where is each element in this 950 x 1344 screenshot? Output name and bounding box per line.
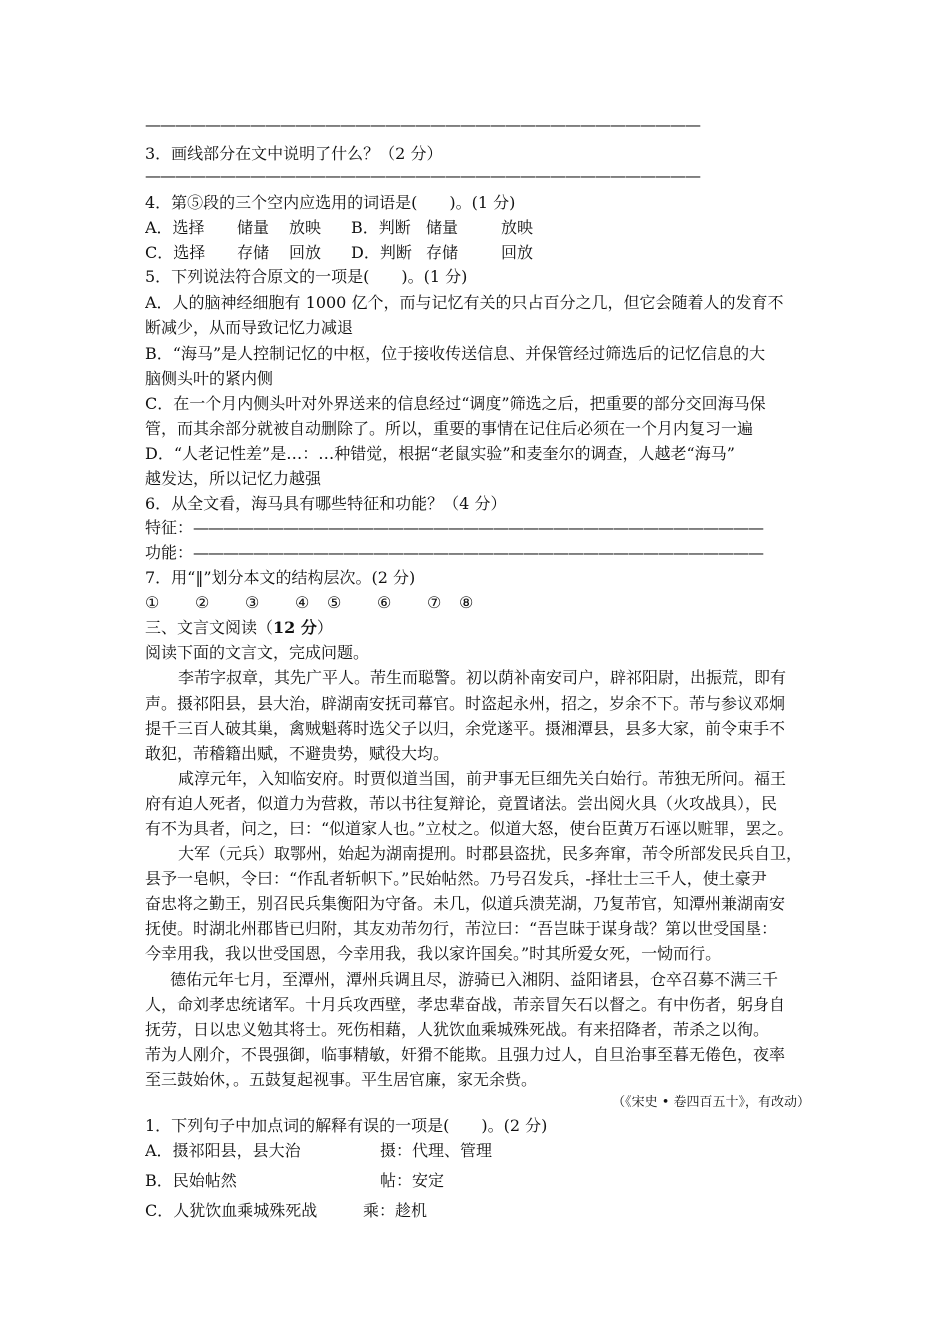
option-a-line1: A．人的脑神经细胞有 1000 亿个，而与记忆有关的只占百分之几，但它会随着人的发育不	[145, 293, 784, 312]
question-6: 6．从全文看，海马具有哪些特征和功能？（4 分）	[145, 494, 507, 513]
option-c-line2: 管，而其余部分就被自动删除了。所以，重要的事情在记住后必须在一个月内复习一遍	[145, 419, 754, 438]
question-4: 4．第⑤段的三个空内应选用的词语是( )。(1 分)	[145, 193, 516, 212]
passage-line: 抚使。时湖北州郡皆已归附，其友劝芾勿行，芾泣曰：“吾岂昧于谋身哉？第以世受国垦：	[145, 919, 778, 938]
passage-line: 提千三百人破其巢，禽贼魁蒋时选父子以归，余党遂平。摄湘潭县，县多大家，前令束手不	[145, 719, 786, 738]
mcq-option-a: A．摄祁阳县，县大治 摄：代理、管理	[145, 1138, 810, 1164]
passage-line: 声。摄祁阳县，县大治，辟湖南安抚司幕官。时盗起永州，招之，岁余不下。芾与参议邓炯	[145, 694, 786, 713]
passage-line: 李芾字叔章，其先广平人。芾生而聪警。初以荫补南安司户，辟祁阳尉，出振荒，即有	[178, 668, 787, 687]
mcq-1: 1．下列句子中加点词的解释有误的一项是( )。(2 分)	[145, 1116, 548, 1135]
question-5: 5．下列说法符合原文的一项是( )。(1 分)	[145, 267, 468, 286]
passage-line: 大军（元兵）取鄂州，始起为湖南提刑。时郡县盗扰，民多奔窜，芾令所部发民兵自卫，	[178, 844, 803, 863]
option-c-line1: C．在一个月内侧头叶对外界送来的信息经过“调度”筛选之后，把重要的部分交回海马保	[145, 394, 766, 413]
passage-line: 芾为人刚介，不畏强御，临事精敏，奸猾不能欺。且强力过人，自旦治事至暮无倦色，夜率	[145, 1045, 786, 1064]
option-d-line1: D．“人老记性差”是…：…种错觉，根据“老鼠实验”和麦奎尔的调查，人越老“海马”	[145, 444, 735, 463]
passage-line: 咸淳元年，入知临安府。时贾似道当国，前尹事无巨细先关白始行。芾独无所问。福王	[178, 769, 787, 788]
passage-line: 府有迫人死者，似道力为营救，芾以书往复辩论，竟置诸法。尝出阅火具（火攻战具），民	[145, 794, 778, 813]
option-b-line2: 脑侧头叶的紧内侧	[145, 369, 274, 388]
option-a: A．选择 储量 放映 B．判断 储量 放映	[145, 218, 534, 237]
feature-answer-row: 特征：——————————————————————————————————————	[145, 518, 764, 537]
dotted-word: 乘	[237, 1198, 253, 1224]
question-3: 3．画线部分在文中说明了什么？（2 分）	[145, 144, 443, 163]
passage-line: 至三鼓始休，。五鼓复起视事。平生居官廉，家无余赀。	[145, 1070, 538, 1089]
passage-line: 人，命刘孝忠统诸军。十月兵攻西壁，孝忠辈奋战，芾亲冒矢石以督之。有中伤者，躬身自	[145, 995, 786, 1014]
paragraph-numbers: ① ② ③ ④ ⑤ ⑥ ⑦ ⑧	[145, 593, 474, 612]
question-7: 7．用“‖”划分本文的结构层次。(2 分)	[145, 568, 416, 587]
passage-line: 德佑元年七月，至潭州，潭州兵调且尽，游骑已入湘阴、益阳诸县，仓卒召募不满三千	[170, 970, 779, 989]
passage-line: 敢犯，芾稽籍出赋，不避贵势，赋役大均。	[145, 744, 450, 763]
passage-line: 县予一皂帜，令曰：“作乱者斩帜下。”民始帖然。乃号召发兵，-择壮士三千人，使土豪尹	[145, 869, 767, 888]
passage-line: 抚劳，日以忠义勉其将士。死伤相藉，人犹饮血乘城殊死战。有来招降者，芾杀之以徇。	[145, 1020, 770, 1039]
answer-line: —————————————————————————————————————	[145, 166, 700, 185]
mcq-option-b: B．民始帖然 帖：安定	[145, 1168, 810, 1194]
option-a-line2: 断减少，从而导致记忆力减退	[145, 318, 354, 337]
passage-line: 奋忠将之勤王，别召民兵集衡阳为守备。未几，似道兵溃芜湖，乃复芾官，知潭州兼湖南安	[145, 894, 786, 913]
passage-line: 有不为具者，问之，曰：“似道家人也。”立杖之。似道大怒，使台臣黄万石诬以赃罪，罢之。	[145, 819, 794, 838]
passage-line: 今幸用我，我以世受国恩，今幸用我，我以家许国矣。”时其所爱女死，一恸而行。	[145, 944, 722, 963]
source-citation: （《宋史 • 卷四百五十》，有改动）	[612, 1095, 810, 1110]
mcq-option-c: C．人犹饮血乘城殊死战 乘：趁机	[145, 1198, 810, 1224]
section-intro: 阅读下面的文言文，完成问题。	[145, 643, 370, 662]
dotted-word: 帖	[205, 1168, 221, 1194]
function-answer-row: 功能：——————————————————————————————————————	[145, 543, 764, 562]
option-d-line2: 越发达，所以记忆力越强	[145, 469, 322, 488]
section-title: 三、文言文阅读（12 分）	[145, 618, 333, 637]
answer-line: —————————————————————————————————————	[145, 115, 700, 134]
dotted-word: 摄	[173, 1138, 189, 1164]
option-c: C．选择 存储 回放 D．判断 存储 回放	[145, 243, 534, 262]
option-b-line1: B．“海马”是人控制记忆的中枢，位于接收传送信息、并保管经过筛选后的记忆信息的大	[145, 344, 766, 363]
